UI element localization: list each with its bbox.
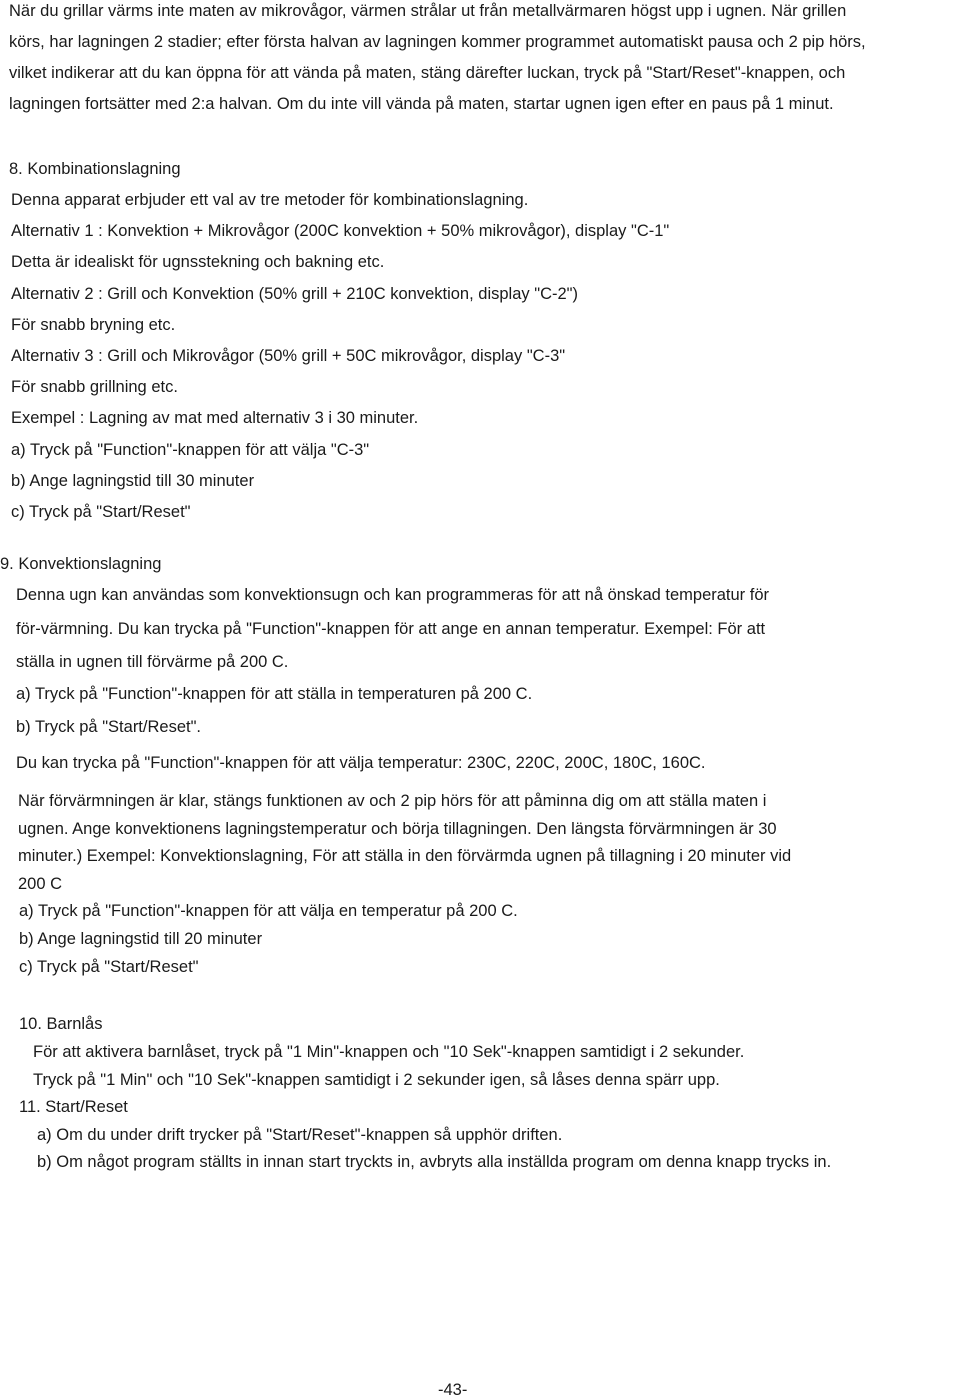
paragraph-line: b) Tryck på "Start/Reset". [16,718,202,736]
paragraph-line: ställa in ugnen till förvärme på 200 C. [16,653,289,671]
intro-line: körs, har lagningen 2 stadier; efter första halvan av lagningen kommer programmet automatiskt pausa och 2 pip hörs, [9,33,866,51]
section-heading: 10. Barnlås [19,1015,103,1033]
paragraph-line: minuter.) Exempel: Konvektionslagning, För att ställa in den förvärmda ugnen på tillagning i 20 minuter vid [18,847,792,865]
paragraph-line: Denna apparat erbjuder ett val av tre metoder för kombinationslagning. [11,191,529,209]
section-heading: 9. Konvektionslagning [0,555,162,573]
paragraph-line: a) Om du under drift trycker på "Start/Reset"-knappen så upphör driften. [37,1126,563,1144]
paragraph-line: Alternativ 1 : Konvektion + Mikrovågor (200C konvektion + 50% mikrovågor), display "C-1" [11,222,670,240]
paragraph-line: Detta är idealiskt för ugnsstekning och bakning etc. [11,253,385,271]
paragraph-line: För snabb bryning etc. [11,316,176,334]
section-heading: 8. Kombinationslagning [9,160,181,178]
paragraph-line: b) Ange lagningstid till 20 minuter [19,930,263,948]
paragraph-line: a) Tryck på "Function"-knappen för att välja "C-3" [11,441,370,459]
paragraph-line: a) Tryck på "Function"-knappen för att välja en temperatur på 200 C. [19,902,518,920]
paragraph-line: Du kan trycka på "Function"-knappen för att välja temperatur: 230C, 220C, 200C, 180C, 160C. [16,754,706,772]
paragraph-line: För att aktivera barnlåset, tryck på "1 Min"-knappen och "10 Sek"-knappen samtidigt i 2 sekunder. [33,1043,745,1061]
paragraph-line: b) Ange lagningstid till 30 minuter [11,472,255,490]
paragraph-line: Alternativ 2 : Grill och Konvektion (50% grill + 210C konvektion, display "C-2") [11,285,579,303]
paragraph-line: Denna ugn kan användas som konvektionsugn och kan programmeras för att nå önskad temperatur för [16,586,770,604]
paragraph-line: a) Tryck på "Function"-knappen för att ställa in temperaturen på 200 C. [16,685,533,703]
paragraph-line: 200 C [18,875,63,893]
paragraph-line: När förvärmningen är klar, stängs funktionen av och 2 pip hörs för att påminna dig om att ställa maten i [18,792,767,810]
paragraph-line: c) Tryck på "Start/Reset" [19,958,199,976]
section-heading: 11. Start/Reset [19,1098,128,1116]
paragraph-line: Exempel : Lagning av mat med alternativ 3 i 30 minuter. [11,409,419,427]
paragraph-line: För snabb grillning etc. [11,378,178,396]
paragraph-line: Alternativ 3 : Grill och Mikrovågor (50% grill + 50C mikrovågor, display "C-3" [11,347,566,365]
paragraph-line: Tryck på "1 Min" och "10 Sek"-knappen samtidigt i 2 sekunder igen, så låses denna spärr upp. [33,1071,720,1089]
page-number: -43- [438,1381,468,1399]
intro-line: vilket indikerar att du kan öppna för att vända på maten, stäng därefter luckan, tryck på "Start/Reset"-knappen, och [9,64,846,82]
intro-line: När du grillar värms inte maten av mikrovågor, värmen strålar ut från metallvärmaren högst upp i ugnen. När grillen [9,2,847,20]
intro-line: lagningen fortsätter med 2:a halvan. Om du inte vill vända på maten, startar ugnen igen efter en paus på 1 minut. [9,95,834,113]
paragraph-line: c) Tryck på "Start/Reset" [11,503,191,521]
paragraph-line: för-värmning. Du kan trycka på "Function"-knappen för att ange en annan temperatur. Exempel: För att [16,620,766,638]
paragraph-line: b) Om något program ställts in innan start tryckts in, avbryts alla inställda program om denna knapp trycks in. [37,1153,832,1171]
paragraph-line: ugnen. Ange konvektionens lagningstemperatur och börja tillagningen. Den längsta förvärmningen är 30 [18,820,777,838]
